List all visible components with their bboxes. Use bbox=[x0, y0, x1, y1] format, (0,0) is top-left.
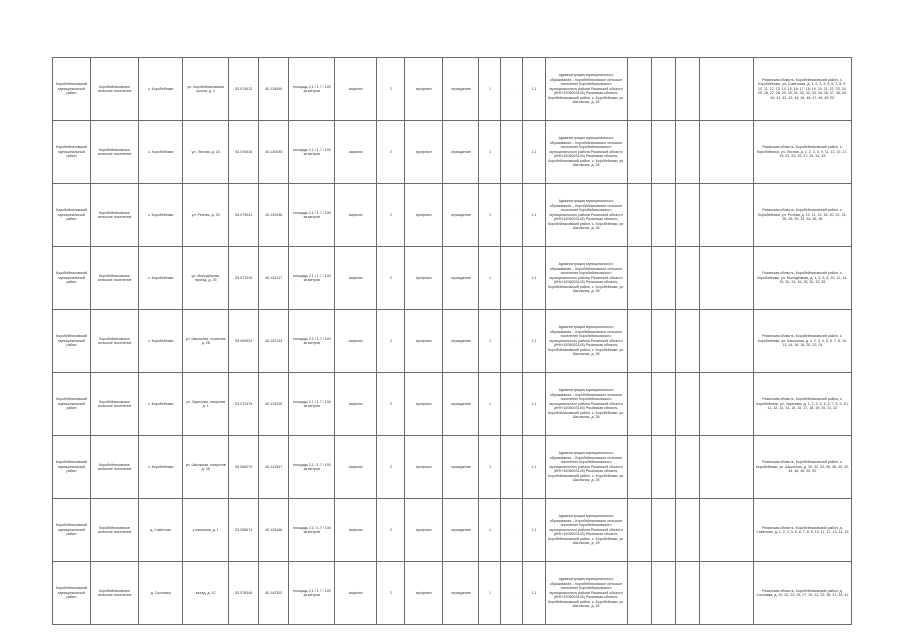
address-cell: ул. Речная, д. 33 bbox=[183, 184, 229, 247]
district-cell: Коробейниковский муниципальный район bbox=[53, 247, 91, 310]
count-cell: 2 bbox=[377, 310, 405, 373]
longitude-cell: 40.130045 bbox=[259, 121, 289, 184]
material-cell: профлист bbox=[405, 184, 443, 247]
volume-cell: 1,1 bbox=[523, 58, 545, 121]
table-row bbox=[53, 184, 852, 247]
served-addresses-cell: Рязанская область, Коробейниковский район, д. Савёлово, д. 1, 2, 3, 4, 5, 6, 7, 8, 9, 10, 11, 12, 13, 14, 15 bbox=[753, 499, 851, 562]
surface-cell: асфальт bbox=[335, 436, 377, 499]
volume-cell: 1,1 bbox=[523, 310, 545, 373]
surface-cell: асфальт bbox=[335, 562, 377, 625]
settlement-cell: Коробейниковское сельское поселение bbox=[91, 121, 139, 184]
dash-cell: - bbox=[501, 436, 523, 499]
material-cell: профлист bbox=[405, 373, 443, 436]
served-addresses-cell: Рязанская область, Коробейниковский район, с. Коробейники, ул. Школьная, д. 1, 2, 3, 4, 5, 6, 7, 8, 10, 12, 14, 16, 18, 20, 22, 24 bbox=[753, 310, 851, 373]
owner-cell: Администрация муниципального образования – Коробейниковское сельское поселение Коробейниковского муниципального района Рязанской области (ИНН 6206003145) Рязанская область, Коробейниковский район, с. Коробейники, ул. Школьная, д. 28 bbox=[545, 121, 627, 184]
longitude-cell: 40.125446 bbox=[259, 499, 289, 562]
count-cell: 2 bbox=[377, 58, 405, 121]
material-cell: профлист bbox=[405, 310, 443, 373]
served-addresses-cell: Рязанская область, Коробейниковский район, с. Коробейники, ул. Молодёжная, д. 1, 3, 5, 8, 10, 12, 14, 15, 20, 24, 26, 28, 30, 33, 35 bbox=[753, 247, 851, 310]
owner-cell: Администрация муниципального образования – Коробейниковское сельское поселение Коробейниковского муниципального района Рязанской области (ИНН 6206003145) Рязанская область, Коробейниковский район, с. Коробейники, ул. Школьная, д. 28 bbox=[545, 310, 627, 373]
count-cell: 2 bbox=[377, 373, 405, 436]
empty-cell bbox=[651, 184, 675, 247]
table-row bbox=[53, 499, 852, 562]
containers-cell: 1 bbox=[479, 247, 501, 310]
served-addresses-cell: Рязанская область, Коробейниковский район, д. Сосновка, д. 20, 22, 23, 25, 27, 29, 31, 33, 35, 37, 39, 41 bbox=[753, 562, 851, 625]
fence-cell: ограждение bbox=[443, 58, 479, 121]
material-cell: профлист bbox=[405, 58, 443, 121]
empty-cell bbox=[627, 373, 651, 436]
containers-cell: 1 bbox=[479, 562, 501, 625]
fence-cell: ограждение bbox=[443, 562, 479, 625]
surface-cell: асфальт bbox=[335, 58, 377, 121]
empty-cell bbox=[627, 562, 651, 625]
settlement-cell: Коробейниковское сельское поселение bbox=[91, 58, 139, 121]
containers-cell: 1 bbox=[479, 373, 501, 436]
empty-cell bbox=[627, 58, 651, 121]
dash-cell: - bbox=[501, 373, 523, 436]
empty-cell bbox=[699, 562, 753, 625]
table-row bbox=[53, 310, 852, 373]
surface-cell: асфальт bbox=[335, 310, 377, 373]
volume-cell: 1,1 bbox=[523, 184, 545, 247]
material-cell: профлист bbox=[405, 247, 443, 310]
empty-cell bbox=[699, 58, 753, 121]
area-cell: площадь 2,1 / 1,7 / 100 кв.метров bbox=[289, 247, 335, 310]
empty-cell bbox=[675, 436, 699, 499]
fence-cell: ограждение bbox=[443, 499, 479, 562]
empty-cell bbox=[699, 499, 753, 562]
material-cell: профлист bbox=[405, 499, 443, 562]
address-cell: ул. Лесная, д. 15 bbox=[183, 121, 229, 184]
empty-cell bbox=[651, 121, 675, 184]
count-cell: 2 bbox=[377, 436, 405, 499]
address-cell: ул. Школьная, напротив д. 38 bbox=[183, 436, 229, 499]
dash-cell: - bbox=[501, 184, 523, 247]
containers-cell: 1 bbox=[479, 310, 501, 373]
empty-cell bbox=[651, 58, 675, 121]
dash-cell: - bbox=[501, 121, 523, 184]
longitude-cell: 40.128499 bbox=[259, 58, 289, 121]
district-cell: Коробейниковский муниципальный район bbox=[53, 562, 91, 625]
district-cell: Коробейниковский муниципальный район bbox=[53, 373, 91, 436]
empty-cell bbox=[699, 436, 753, 499]
latitude-cell: 53.076516 bbox=[229, 121, 259, 184]
count-cell: 2 bbox=[377, 499, 405, 562]
settlement-cell: Коробейниковское сельское поселение bbox=[91, 373, 139, 436]
empty-cell bbox=[675, 58, 699, 121]
material-cell: профлист bbox=[405, 562, 443, 625]
settlement-cell: Коробейниковское сельское поселение bbox=[91, 247, 139, 310]
empty-cell bbox=[627, 121, 651, 184]
material-cell: профлист bbox=[405, 121, 443, 184]
locality-cell: с. Коробейники bbox=[139, 436, 183, 499]
locality-cell: с. Коробейники bbox=[139, 121, 183, 184]
owner-cell: Администрация муниципального образования – Коробейниковское сельское поселение Коробейниковского муниципального района Рязанской области (ИНН 6206003145) Рязанская область, Коробейниковский район, с. Коробейники, ул. Школьная, д. 28 bbox=[545, 373, 627, 436]
served-addresses-cell: Рязанская область, Коробейниковский район, с. Коробейники, ул. Речная, д. 10, 11, 15, 18, 20, 22, 24, 26, 28, 30, 32, 34, 36, 38 bbox=[753, 184, 851, 247]
district-cell: Коробейниковский муниципальный район bbox=[53, 310, 91, 373]
longitude-cell: 40.130417 bbox=[259, 247, 289, 310]
empty-cell bbox=[651, 247, 675, 310]
latitude-cell: 53.078346 bbox=[229, 562, 259, 625]
empty-cell bbox=[675, 310, 699, 373]
district-cell: Коробейниковский муниципальный район bbox=[53, 184, 91, 247]
latitude-cell: 53.058674 bbox=[229, 499, 259, 562]
longitude-cell: 40.142302 bbox=[259, 562, 289, 625]
count-cell: 2 bbox=[377, 184, 405, 247]
latitude-cell: 53.074512 bbox=[229, 58, 259, 121]
table-row bbox=[53, 373, 852, 436]
empty-cell bbox=[699, 247, 753, 310]
table-row bbox=[53, 562, 852, 625]
registry-table bbox=[52, 57, 852, 625]
settlement-cell: Коробейниковское сельское поселение bbox=[91, 562, 139, 625]
empty-cell bbox=[699, 121, 753, 184]
latitude-cell: 53.072479 bbox=[229, 373, 259, 436]
area-cell: площадь 2,1 / 1,7 / 100 кв.метров bbox=[289, 310, 335, 373]
volume-cell: 1,1 bbox=[523, 373, 545, 436]
district-cell: Коробейниковский муниципальный район bbox=[53, 121, 91, 184]
table-row bbox=[53, 436, 852, 499]
empty-cell bbox=[627, 436, 651, 499]
longitude-cell: 40.132946 bbox=[259, 184, 289, 247]
latitude-cell: 53.068279 bbox=[229, 436, 259, 499]
containers-cell: 1 bbox=[479, 121, 501, 184]
served-addresses-cell: Рязанская область, Коробейниковский район, с. Коробейники, ул. Заречная, д. 1, 2, 3, 4, 5, 6, 7, 8, 9, 10, 11, 12, 13, 14, 15, 16, 17, 18, 19, 20, 21, 22 bbox=[753, 373, 851, 436]
containers-cell: 1 bbox=[479, 499, 501, 562]
locality-cell: д. Сосновка bbox=[139, 562, 183, 625]
address-cell: въезд, д. 12 bbox=[183, 562, 229, 625]
latitude-cell: 53.071015 bbox=[229, 247, 259, 310]
fence-cell: ограждение bbox=[443, 436, 479, 499]
locality-cell: с. Коробейники bbox=[139, 184, 183, 247]
owner-cell: Администрация муниципального образования – Коробейниковское сельское поселение Коробейниковского муниципального района Рязанской области (ИНН 6206003145) Рязанская область, Коробейниковский район, с. Коробейники, ул. Школьная, д. 28 bbox=[545, 58, 627, 121]
area-cell: площадь 2,1 / 1,7 / 100 кв.метров bbox=[289, 373, 335, 436]
containers-cell: 1 bbox=[479, 184, 501, 247]
empty-cell bbox=[651, 310, 675, 373]
count-cell: 2 bbox=[377, 562, 405, 625]
empty-cell bbox=[627, 310, 651, 373]
volume-cell: 1,1 bbox=[523, 121, 545, 184]
empty-cell bbox=[699, 373, 753, 436]
volume-cell: 1,1 bbox=[523, 436, 545, 499]
locality-cell: с. Коробейники bbox=[139, 247, 183, 310]
latitude-cell: 53.075931 bbox=[229, 184, 259, 247]
locality-cell: с. Коробейники bbox=[139, 58, 183, 121]
surface-cell: асфальт bbox=[335, 373, 377, 436]
containers-cell: 1 bbox=[479, 58, 501, 121]
fence-cell: ограждение bbox=[443, 184, 479, 247]
surface-cell: асфальт bbox=[335, 121, 377, 184]
material-cell: профлист bbox=[405, 436, 443, 499]
settlement-cell: Коробейниковское сельское поселение bbox=[91, 310, 139, 373]
locality-cell: с. Коробейники bbox=[139, 310, 183, 373]
served-addresses-cell: Рязанская область, Коробейниковский район, с. Коробейники, ул. Лесная, д. 1, 2, 3, 5, 9, 11, 13, 15, 17, 19, 21, 23, 25, 27, 29, 31, 33 bbox=[753, 121, 851, 184]
empty-cell bbox=[675, 247, 699, 310]
surface-cell: асфальт bbox=[335, 184, 377, 247]
dash-cell: - bbox=[501, 499, 523, 562]
longitude-cell: 40.132143 bbox=[259, 310, 289, 373]
empty-cell bbox=[651, 562, 675, 625]
containers-cell: 1 bbox=[479, 436, 501, 499]
empty-cell bbox=[627, 247, 651, 310]
longitude-cell: 40.134205 bbox=[259, 373, 289, 436]
table-row bbox=[53, 121, 852, 184]
dash-cell: - bbox=[501, 310, 523, 373]
area-cell: площадь 2,1 / 1,7 / 100 кв.метров bbox=[289, 58, 335, 121]
surface-cell: асфальт bbox=[335, 247, 377, 310]
served-addresses-cell: Рязанская область, Коробейниковский район, с. Коробейники, ул. Школьная, д. 30, 32, 34, 36, 38, 40, 42, 44, 46, 48, 50, 52 bbox=[753, 436, 851, 499]
address-cell: ул. Школьная, строение д. 28 bbox=[183, 310, 229, 373]
volume-cell: 1,1 bbox=[523, 247, 545, 310]
owner-cell: Администрация муниципального образования – Коробейниковское сельское поселение Коробейниковского муниципального района Рязанской области (ИНН 6206003145) Рязанская область, Коробейниковский район, с. Коробейники, ул. Школьная, д. 28 bbox=[545, 436, 627, 499]
fence-cell: ограждение bbox=[443, 373, 479, 436]
district-cell: Коробейниковский муниципальный район bbox=[53, 436, 91, 499]
area-cell: площадь 2,1 / 1,7 / 100 кв.метров bbox=[289, 121, 335, 184]
table-row bbox=[53, 247, 852, 310]
count-cell: 2 bbox=[377, 121, 405, 184]
address-cell: у магазина, д. 1 bbox=[183, 499, 229, 562]
area-cell: площадь 2,1 / 1,7 / 100 кв.метров bbox=[289, 562, 335, 625]
area-cell: площадь 2,1 / 1,7 / 100 кв.метров bbox=[289, 184, 335, 247]
surface-cell: асфальт bbox=[335, 499, 377, 562]
area-cell: площадь 2,1 / 1,7 / 100 кв.метров bbox=[289, 436, 335, 499]
table-row bbox=[53, 58, 852, 121]
district-cell: Коробейниковский муниципальный район bbox=[53, 499, 91, 562]
dash-cell: - bbox=[501, 247, 523, 310]
empty-cell bbox=[699, 310, 753, 373]
empty-cell bbox=[627, 184, 651, 247]
area-cell: площадь 2,1 / 1,7 / 100 кв.метров bbox=[289, 499, 335, 562]
owner-cell: Администрация муниципального образования – Коробейниковское сельское поселение Коробейниковского муниципального района Рязанской области (ИНН 6206003145) Рязанская область, Коробейниковский район, с. Коробейники, ул. Школьная, д. 28 bbox=[545, 562, 627, 625]
owner-cell: Администрация муниципального образования – Коробейниковское сельское поселение Коробейниковского муниципального района Рязанской области (ИНН 6206003145) Рязанская область, Коробейниковский район, с. Коробейники, ул. Школьная, д. 28 bbox=[545, 499, 627, 562]
empty-cell bbox=[675, 121, 699, 184]
settlement-cell: Коробейниковское сельское поселение bbox=[91, 499, 139, 562]
count-cell: 2 bbox=[377, 247, 405, 310]
settlement-cell: Коробейниковское сельское поселение bbox=[91, 184, 139, 247]
fence-cell: ограждение bbox=[443, 247, 479, 310]
empty-cell bbox=[675, 373, 699, 436]
served-addresses-cell: Рязанская область, Коробейниковский район, с. Коробейники, ул. Советская, д. 1, 2, 3, 4, 5, 6, 7, 8, 9, 10, 11, 12, 13, 14, 15, 16, 17, 18, 19, 20, 21, 22, 23, 24, 25, 26, 27, 28, 29, 30, 31, 32, 33, 34, 35, 36, 37, 38, 39, 40, 41, 42, 43, 44, 45, 46, 47, 48, 49, 50 bbox=[753, 58, 851, 121]
fence-cell: ограждение bbox=[443, 121, 479, 184]
empty-cell bbox=[699, 184, 753, 247]
locality-cell: д. Савёлово bbox=[139, 499, 183, 562]
dash-cell: - bbox=[501, 562, 523, 625]
locality-cell: с. Коробейники bbox=[139, 373, 183, 436]
fence-cell: ограждение bbox=[443, 310, 479, 373]
latitude-cell: 53.069924 bbox=[229, 310, 259, 373]
empty-cell bbox=[627, 499, 651, 562]
empty-cell bbox=[651, 499, 675, 562]
volume-cell: 1,1 bbox=[523, 499, 545, 562]
owner-cell: Администрация муниципального образования – Коробейниковское сельское поселение Коробейниковского муниципального района Рязанской области (ИНН 6206003145) Рязанская область, Коробейниковский район, с. Коробейники, ул. Школьная, д. 28 bbox=[545, 247, 627, 310]
dash-cell: - bbox=[501, 58, 523, 121]
longitude-cell: 40.131597 bbox=[259, 436, 289, 499]
empty-cell bbox=[675, 562, 699, 625]
address-cell: ул. Заречная, напротив д. 1 bbox=[183, 373, 229, 436]
district-cell: Коробейниковский муниципальный район bbox=[53, 58, 91, 121]
empty-cell bbox=[651, 436, 675, 499]
owner-cell: Администрация муниципального образования – Коробейниковское сельское поселение Коробейниковского муниципального района Рязанской области (ИНН 6206003145) Рязанская область, Коробейниковский район, с. Коробейники, ул. Школьная, д. 28 bbox=[545, 184, 627, 247]
empty-cell bbox=[651, 373, 675, 436]
address-cell: ул. Коробейниковская школа, д. 1 bbox=[183, 58, 229, 121]
address-cell: ул. Молодёжная, проезд, д. 25 bbox=[183, 247, 229, 310]
empty-cell bbox=[675, 184, 699, 247]
settlement-cell: Коробейниковское сельское поселение bbox=[91, 436, 139, 499]
empty-cell bbox=[675, 499, 699, 562]
volume-cell: 1,1 bbox=[523, 562, 545, 625]
